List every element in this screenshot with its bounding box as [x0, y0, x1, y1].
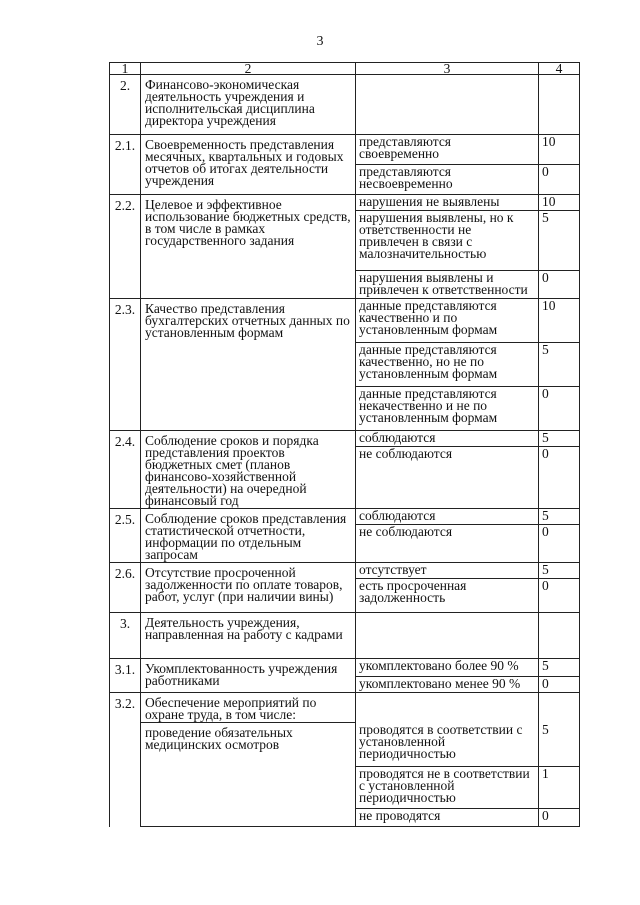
criterion-text: Качество представления бухгалтерских отчетных данных по установленным формам — [141, 299, 356, 431]
option-text: данные представляются некачественно и не по установленным формам — [356, 387, 539, 431]
col-header: 2 — [141, 63, 356, 75]
score: 0 — [539, 809, 580, 827]
empty-cell — [539, 613, 580, 659]
option-text: представляются своевременно — [356, 135, 539, 165]
page-number: 3 — [316, 34, 324, 49]
option-text: проводятся в соответствии с установленной периодичностью — [356, 723, 539, 767]
criterion-text: Целевое и эффективное использование бюджетных средств, в том числе в рамках государственного задания — [141, 195, 356, 299]
item-number: 2.1. — [110, 135, 141, 195]
score: 5 — [539, 723, 580, 767]
option-text: соблюдаются — [356, 431, 539, 447]
score: 5 — [539, 509, 580, 525]
table-row — [110, 659, 580, 677]
header-row — [110, 63, 580, 75]
empty-cell — [110, 723, 141, 827]
criterion-text: Укомплектованность учреждения работниками — [141, 659, 356, 693]
item-number: 3.1. — [110, 659, 141, 693]
empty-cell — [356, 75, 539, 135]
option-text: представляются несвоевременно — [356, 165, 539, 195]
option-text: соблюдаются — [356, 509, 539, 525]
score: 1 — [539, 767, 580, 809]
score: 0 — [539, 271, 580, 299]
score: 0 — [539, 677, 580, 693]
table-row — [110, 135, 580, 165]
criterion-text: Отсутствие просроченной задолженности по оплате товаров, работ, услуг (при наличии вины) — [141, 563, 356, 613]
table-row — [110, 693, 580, 723]
criterion-text: проведение обязательных медицинских осмотров — [141, 723, 356, 827]
criterion-text: Обеспечение мероприятий по охране труда, в том числе: — [141, 693, 356, 723]
section-row — [110, 75, 580, 135]
empty-cell — [356, 613, 539, 659]
option-text: укомплектовано менее 90 % — [356, 677, 539, 693]
criterion-text: Соблюдение сроков и порядка представления проектов бюджетных смет (планов финансово-хозяйственной деятельности) на очередной финансовый год — [141, 431, 356, 509]
col-header: 1 — [110, 63, 141, 75]
score: 0 — [539, 579, 580, 613]
item-number: 2.2. — [110, 195, 141, 299]
score: 10 — [539, 299, 580, 343]
score: 5 — [539, 431, 580, 447]
col-header: 4 — [539, 63, 580, 75]
score: 0 — [539, 525, 580, 563]
option-text: нарушения не выявлены — [356, 195, 539, 211]
empty-cell — [356, 693, 539, 723]
score: 5 — [539, 563, 580, 579]
score: 10 — [539, 195, 580, 211]
item-number: 2.5. — [110, 509, 141, 563]
option-text: не соблюдаются — [356, 447, 539, 509]
item-number: 3. — [110, 613, 141, 659]
criterion-text: Своевременность представления месячных, квартальных и годовых отчетов об итогах деятельности учреждения — [141, 135, 356, 195]
table-row — [110, 563, 580, 579]
option-text: отсутствует — [356, 563, 539, 579]
criterion-text: Деятельность учреждения, направленная на работу с кадрами — [141, 613, 356, 659]
criteria-table — [109, 62, 580, 827]
option-text: есть просроченная задолженность — [356, 579, 539, 613]
option-text: данные представляются качественно и по установленным формам — [356, 299, 539, 343]
score: 5 — [539, 659, 580, 677]
option-text: нарушения выявлены и привлечен к ответственности — [356, 271, 539, 299]
criterion-text: Финансово-экономическая деятельность учреждения и исполнительская дисциплина директора учреждения — [141, 75, 356, 135]
option-text: не соблюдаются — [356, 525, 539, 563]
score: 0 — [539, 165, 580, 195]
option-text: укомплектовано более 90 % — [356, 659, 539, 677]
col-header: 3 — [356, 63, 539, 75]
empty-cell — [539, 693, 580, 723]
table-row — [110, 431, 580, 447]
item-number: 3.2. — [110, 693, 141, 723]
score: 5 — [539, 343, 580, 387]
empty-cell — [539, 75, 580, 135]
option-text: не проводятся — [356, 809, 539, 827]
item-number: 2.4. — [110, 431, 141, 509]
criterion-text: Соблюдение сроков представления статистической отчетности, информации по отдельным запросам — [141, 509, 356, 563]
score: 5 — [539, 211, 580, 271]
score: 0 — [539, 387, 580, 431]
table-row — [110, 509, 580, 525]
option-text: проводятся не в соответствии с установленной периодичностью — [356, 767, 539, 809]
score: 10 — [539, 135, 580, 165]
score: 0 — [539, 447, 580, 509]
table-row — [110, 299, 580, 343]
item-number: 2.3. — [110, 299, 141, 431]
table-row — [110, 723, 580, 767]
item-number: 2. — [110, 75, 141, 135]
option-text: нарушения выявлены, но к ответственности не привлечен в связи с малозначительностью — [356, 211, 539, 271]
option-text: данные представляются качественно, но не по установленным формам — [356, 343, 539, 387]
table-row — [110, 195, 580, 211]
item-number: 2.6. — [110, 563, 141, 613]
section-row — [110, 613, 580, 659]
